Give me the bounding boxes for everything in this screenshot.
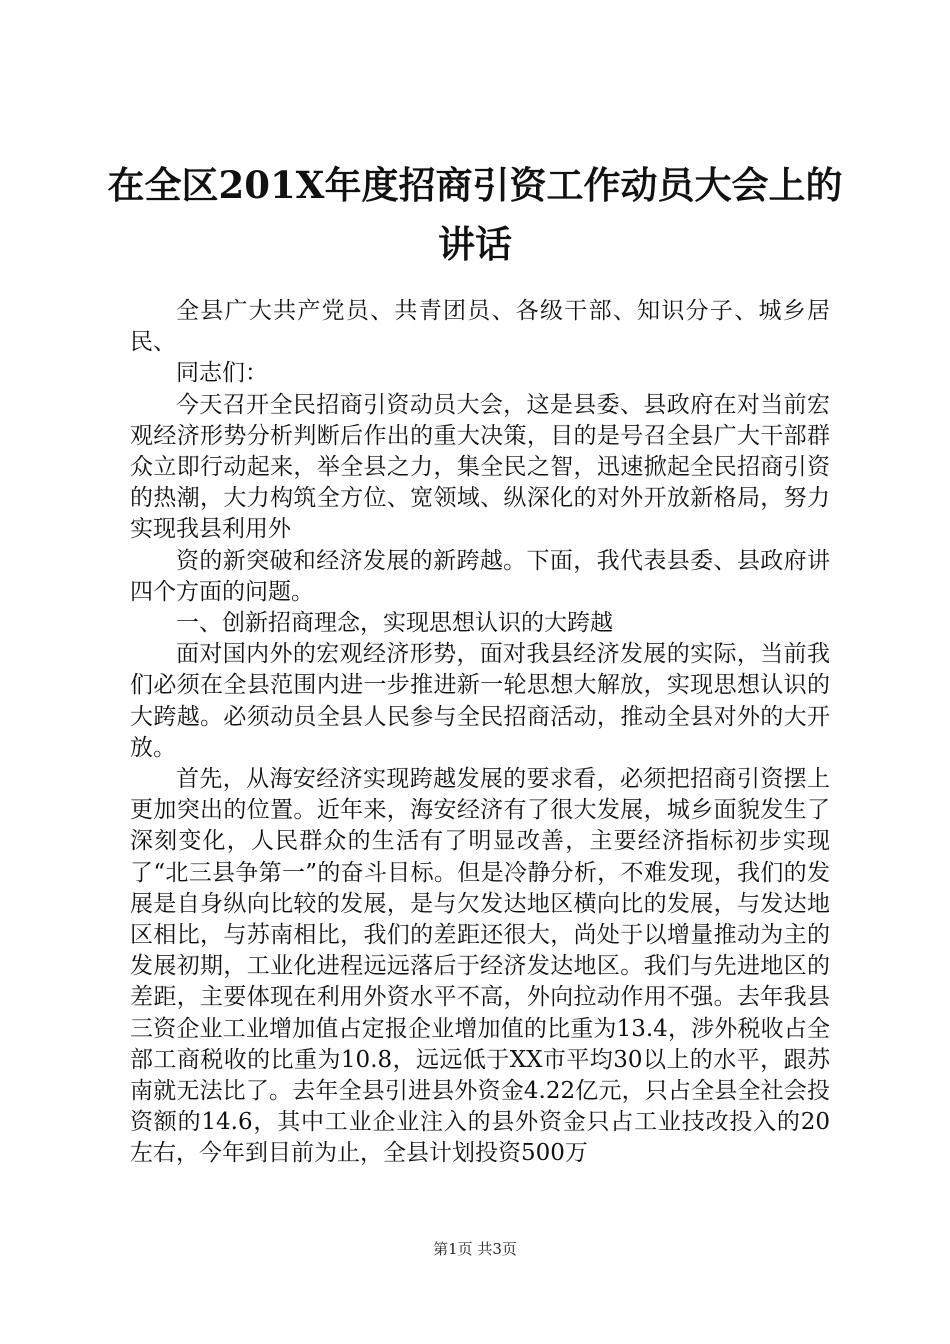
body-paragraph: 今天召开全民招商引资动员大会，这是县委、县政府在对当前宏观经济形势分析判断后作出的重大决策，目的是号召全县广大干部群众立即行动起来，举全县之力，集全民之智，迅速掀起全民招商引资的热潮，大力构筑全方位、宽领域、纵深化的对外开放新格局，努力实现我县利用外 [130, 391, 830, 543]
salutation-paragraph: 全县广大共产党员、共青团员、各级干部、知识分子、城乡居民、 [130, 298, 830, 356]
greeting-paragraph: 同志们： [176, 360, 268, 387]
body-paragraph: 首先，从海安经济实现跨越发展的要求看，必须把招商引资摆上更加突出的位置。近年来，海安经济有了很大发展，城乡面貌发生了深刻变化，人民群众的生活有了明显改善，主要经济指标初步实现了“北三县争第一”的奋斗目标。但是冷静分析，不难发现，我们的发展是自身纵向比较的发展，是与欠发达地区横向比的发展，与发达地区相比，与苏南相比，我们的差距还很大，尚处于以增量推动为主的发展初期，工业化进程远远落后于经济发达地区。我们与先进地区的差距，主要体现在利用外资水平不高，外向拉动作用不强。去年我县三资企业工业增加值占定报企业增加值的比重为13.4，涉外税收占全部工商税收的比重为10.8，远远低于XX市平均30以上的水平，跟苏南就无法比了。去年全县引进县外资金4.22亿元，只占全县全社会投资额的14.6，其中工业企业注入的县外资金只占工业技改投入的20左右，今年到目前为止，全县计划投资500万 [130, 766, 830, 1167]
document-body [130, 296, 830, 1170]
page-number-footer: 第1页 共3页 [433, 1240, 517, 1258]
section-heading: 一、创新招商理念，实现思想认识的大跨越 [176, 610, 613, 637]
document-title-line-2: 讲话 [438, 222, 512, 266]
body-paragraph: 资的新突破和经济发展的新跨越。下面，我代表县委、县政府讲四个方面的问题。 [130, 547, 830, 605]
body-paragraph: 面对国内外的宏观经济形势，面对我县经济发展的实际，当前我们必须在全县范围内进一步推进新一轮思想大解放，实现思想认识的大跨越。必须动员全县人民参与全民招商活动，推动全县对外的大开放。 [130, 641, 830, 761]
document-title-line-1: 在全区201X年度招商引资工作动员大会上的 [107, 163, 843, 207]
